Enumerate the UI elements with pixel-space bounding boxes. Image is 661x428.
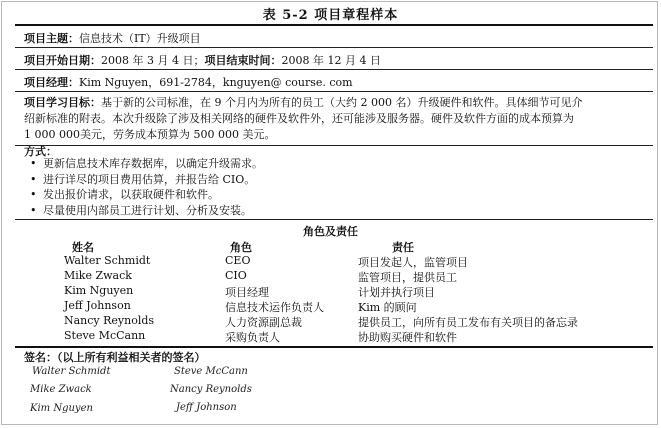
list-item: • 进行详尽的项目费用估算，并报告给 CIO。 (30, 172, 256, 186)
table-row: Steve McCann 采购负责人 协助购买硬件和软件 (64, 329, 457, 344)
approach-label: 方式： (24, 145, 57, 158)
divider (15, 24, 653, 26)
header-responsibility: 责任 (392, 241, 414, 254)
objective-line: 绍新标准的附表。本次升级除了涉及相关网络的硬件及软件外，还可能涉及服务器。硬件及软件方面的成本预算为 (24, 112, 574, 125)
signature: Steve McCann (174, 366, 248, 377)
project-topic-label: 项目主题： (24, 32, 79, 45)
divider (15, 346, 653, 348)
start-date-label: 项目开始日期： (24, 54, 101, 67)
start-date-value: 2008 年 3 月 4 日； (101, 54, 205, 67)
signature: Mike Zwack (30, 384, 92, 395)
objective-line: 基于新的公司标准，在 9 个月内为所有的员工（大约 2 000 名）升级硬件和软件。具体细节可见介 (101, 96, 583, 109)
table-row: Walter Schmidt CEO 项目发起人，监管项目 (64, 254, 468, 269)
header-role: 角色 (230, 241, 252, 254)
manager-label: 项目经理： (24, 76, 79, 89)
divider (15, 69, 653, 70)
bullet-icon: • (30, 203, 37, 217)
project-topic-row (24, 30, 201, 46)
project-topic-value: 信息技术（IT）升级项目 (79, 32, 201, 45)
divider (15, 47, 653, 48)
list-item: • 尽量使用内部员工进行计划、分析及安装。 (30, 203, 252, 217)
end-date-label: 项目结束时间： (204, 54, 282, 67)
bullet-icon: • (30, 188, 37, 201)
table-row: Mike Zwack CIO 监管项目，提供员工 (64, 269, 457, 284)
objective-paragraph (24, 95, 640, 143)
signature: Kim Nguyen (30, 403, 93, 414)
bullet-icon: • (30, 157, 37, 170)
signature: Walter Schmidt (32, 366, 111, 377)
dates-row (24, 52, 381, 68)
divider (15, 145, 653, 146)
objective-label: 项目学习目标： (24, 96, 101, 109)
signature: Nancy Reynolds (170, 384, 252, 395)
manager-row (24, 74, 353, 90)
list-item: • 更新信息技术库存数据库，以确定升级需求。 (30, 157, 263, 170)
divider (15, 219, 653, 220)
objective-line: 1 000 000美元，劳务成本预算为 500 000 美元。 (24, 128, 276, 141)
table-row: Jeff Johnson 信息技术运作负责人 Kim 的顾问 (64, 299, 417, 314)
table-row: Nancy Reynolds 人力资源副总裁 提供员工，向所有员工发布有关项目的备忘录 (64, 314, 578, 329)
manager-value: Kim Nguyen，691-2784，knguyen@ course. com (79, 76, 353, 89)
approach-list (30, 156, 263, 218)
list-item: • 发出报价请求，以获取硬件和软件。 (30, 188, 219, 201)
signature: Jeff Johnson (176, 402, 237, 413)
divider (15, 91, 653, 92)
bullet-icon: • (30, 172, 37, 186)
signatures-label: 签名：（以上所有利益相关者的签名） (24, 351, 206, 364)
end-date-value: 2008 年 12 月 4 日 (281, 54, 381, 67)
table-row: Kim Nguyen 项目经理 计划并执行项目 (64, 284, 435, 299)
table-title: 表 5-2 项目章程样本 (262, 8, 399, 23)
header-name: 姓名 (72, 241, 94, 254)
roles-title: 角色及责任 (303, 225, 358, 238)
